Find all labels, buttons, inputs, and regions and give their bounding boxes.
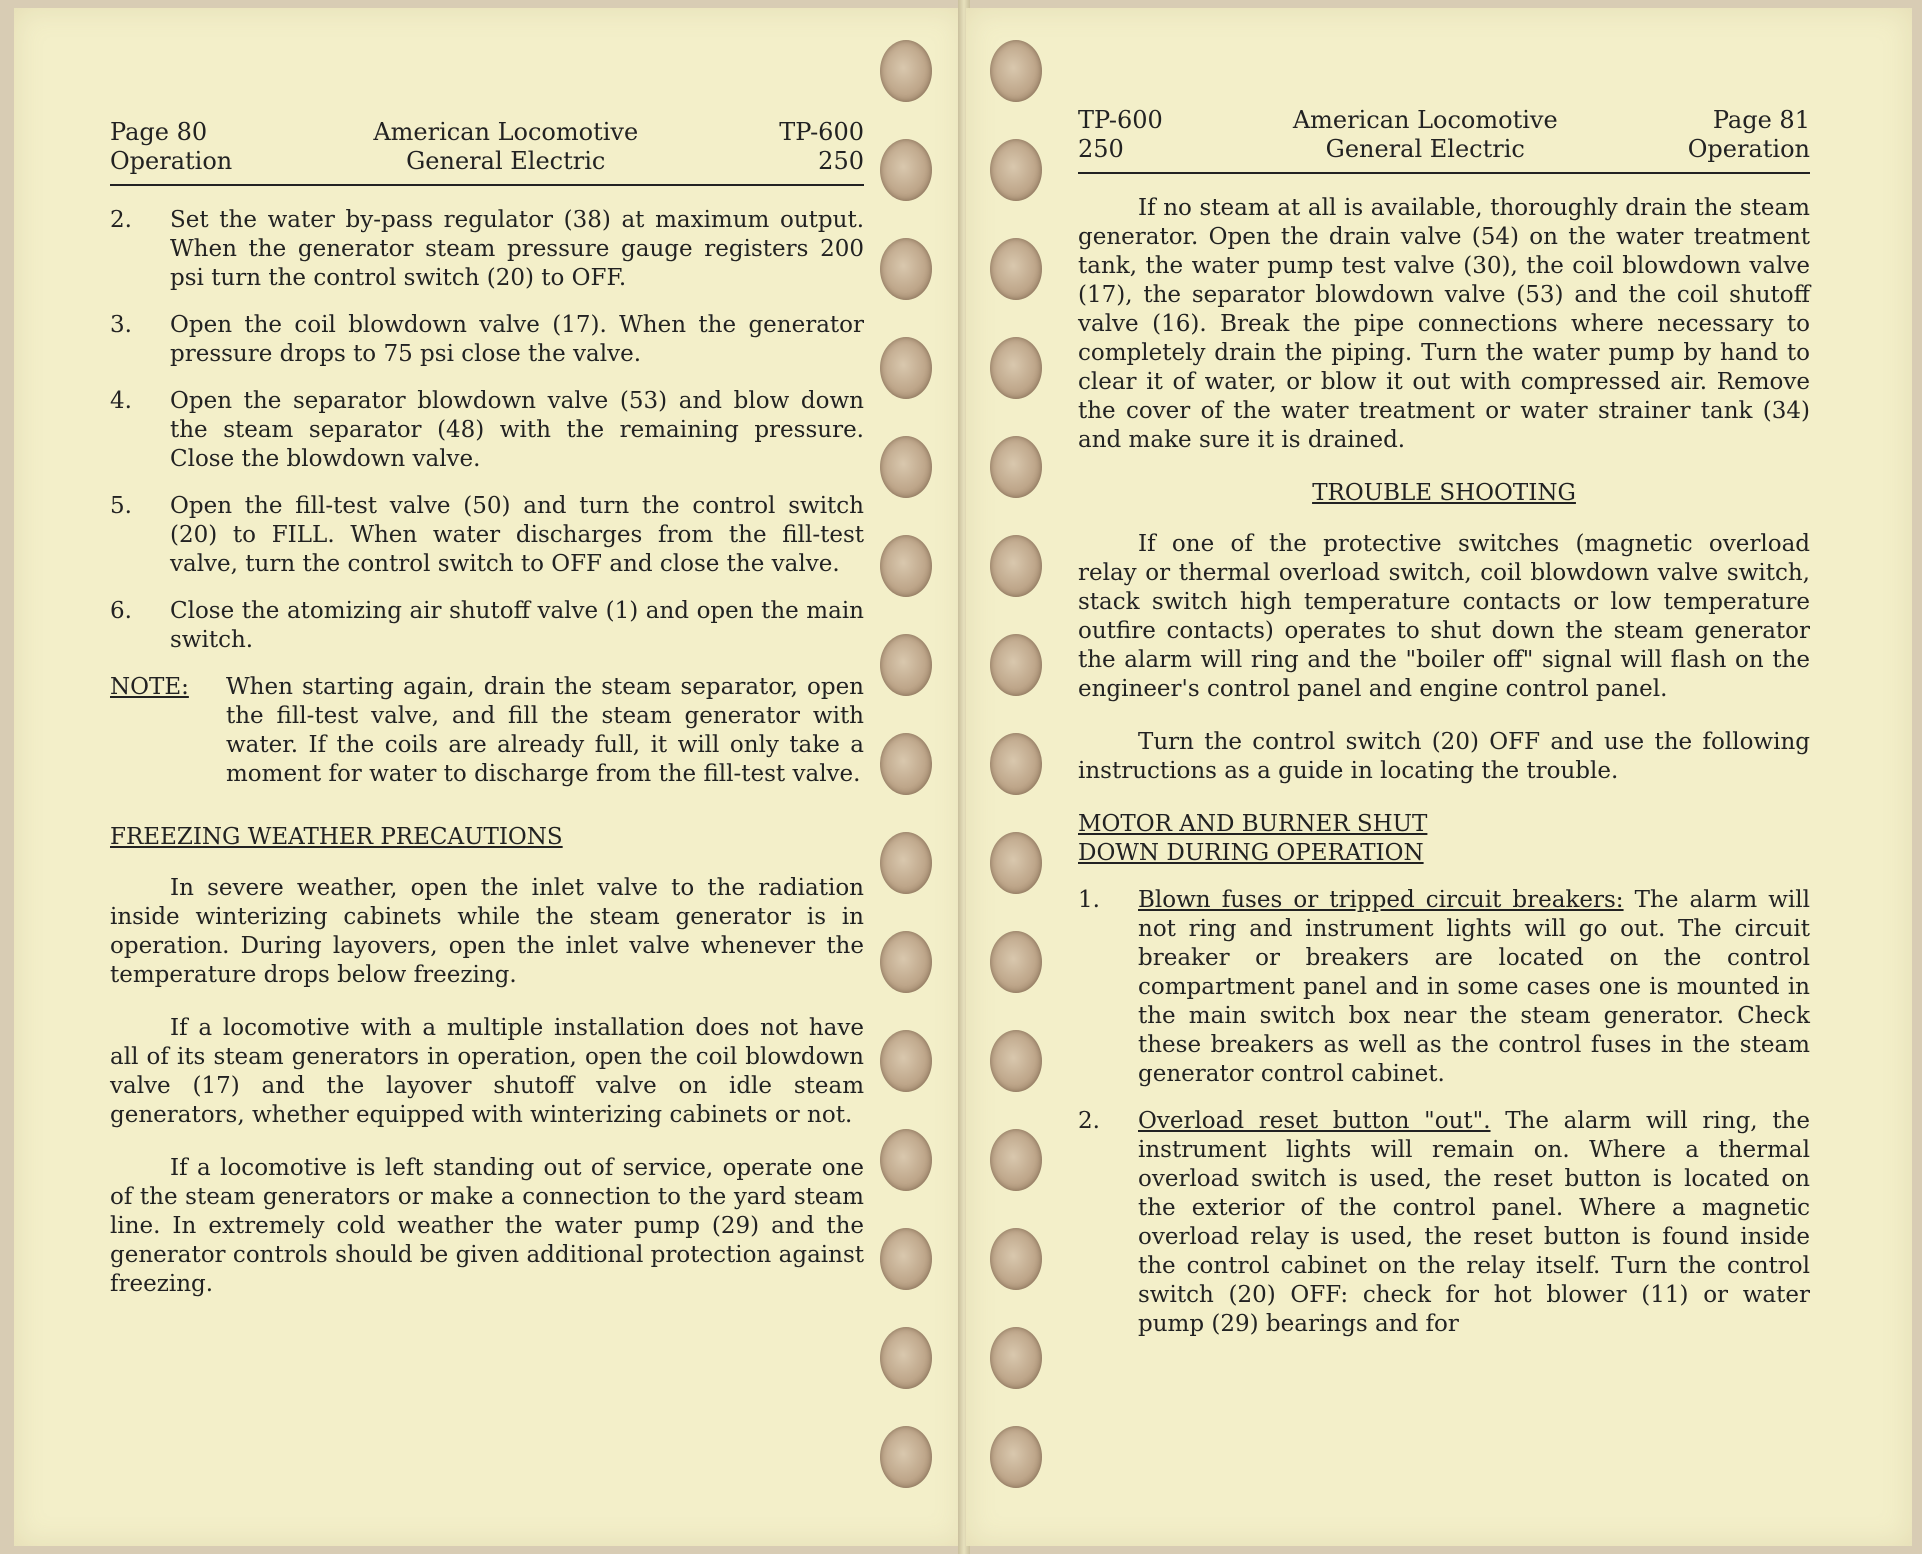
model-sub-number: 250 <box>818 147 864 175</box>
binding-hole <box>990 139 1042 201</box>
list-item <box>1078 886 1810 1089</box>
right-page-content <box>1078 106 1810 1357</box>
note-block <box>110 673 864 789</box>
item-text: Open the fill-test valve (50) and turn the control switch (20) to FILL. When water discharges from the fill-test valve, turn the control switch to OFF and close the valve. <box>170 493 864 577</box>
item-number: 5. <box>110 493 132 519</box>
item-text <box>1138 1107 1810 1339</box>
binding-hole <box>880 436 932 498</box>
binding-hole <box>880 1327 932 1389</box>
binding-hole <box>990 733 1042 795</box>
company-name-1: American Locomotive <box>373 118 639 146</box>
paragraph: If a locomotive with a multiple installation does not have all of its steam generators in operation, open the coil blowdown valve (17) and the layover shutoff valve on idle steam generators, whether equipped with winterizing cabinets or not. <box>110 1015 864 1128</box>
binding-hole <box>880 1426 932 1488</box>
item-body: The alarm will not ring and instrument lights will go out. The circuit breaker or breakers are located on the control compartment panel and in some cases one is mounted in the main switch box near the steam generator. Check these breakers as well as the control fuses in the steam generator control cabinet. <box>1138 887 1810 1087</box>
item-number: 2. <box>1078 1108 1100 1134</box>
binding-hole <box>990 1129 1042 1191</box>
paragraph: In severe weather, open the inlet valve to the radiation inside winterizing cabinets while the steam generator is in operation. During layovers, open the inlet valve whenever the temperature drops below freezing. <box>110 875 864 988</box>
item-title: Overload reset button "out". <box>1138 1108 1491 1134</box>
binding-hole <box>880 931 932 993</box>
binding-hole <box>880 832 932 894</box>
binding-hole <box>880 1030 932 1092</box>
binding-hole <box>990 436 1042 498</box>
sub-heading <box>1078 810 1810 868</box>
company-name-2: General Electric <box>406 147 606 175</box>
item-number: 6. <box>110 598 132 624</box>
item-number: 1. <box>1078 887 1100 913</box>
item-text: Set the water by-pass regulator (38) at maximum output. When the generator steam pressure gauge registers 200 psi turn the control switch (20) to OFF. <box>170 207 864 291</box>
item-title: Blown fuses or tripped circuit breakers: <box>1138 887 1624 913</box>
binding-hole <box>990 337 1042 399</box>
right-header-model <box>1078 106 1163 164</box>
list-item <box>1078 1107 1810 1339</box>
left-header-page-info <box>110 118 232 176</box>
right-page-section: Operation <box>1687 135 1810 163</box>
sub-heading-line: MOTOR AND BURNER SHUT <box>1078 811 1428 837</box>
item-text: Open the coil blowdown valve (17). When the generator pressure drops to 75 psi close the valve. <box>170 312 864 367</box>
left-page-content <box>110 118 864 1323</box>
company-name-1: American Locomotive <box>1292 106 1558 134</box>
binding-hole <box>880 337 932 399</box>
left-binding-holes <box>880 40 940 1525</box>
section-heading <box>1078 479 1810 508</box>
binding-hole <box>990 832 1042 894</box>
binding-hole <box>990 535 1042 597</box>
model-number: TP-600 <box>779 118 864 146</box>
binding-hole <box>990 1228 1042 1290</box>
model-sub-number: 250 <box>1078 135 1124 163</box>
right-page <box>966 8 1912 1546</box>
binding-hole <box>990 931 1042 993</box>
right-header-page-info <box>1688 106 1810 164</box>
company-name-2: General Electric <box>1325 135 1525 163</box>
paragraph: If no steam at all is available, thoroughly drain the steam generator. Open the drain valve (54) on the water treatment tank, the water pump test valve (30), the coil blowdown valve (17), the separator blowdown valve (53) and the coil shutoff valve (16). Break the pipe connections where necessary to completely drain the piping. Turn the water pump by hand to clear it of water, or blow it out with compressed air. Remove the cover of the water treatment or water strainer tank (34) and make sure it is drained. <box>1078 195 1810 453</box>
list-item <box>110 597 864 655</box>
binding-hole <box>990 40 1042 102</box>
right-page-header <box>1078 106 1810 174</box>
list-item <box>110 492 864 579</box>
sub-heading-line: DOWN DURING OPERATION <box>1078 840 1424 866</box>
item-text <box>1138 886 1810 1089</box>
model-number: TP-600 <box>1078 106 1163 134</box>
list-item <box>110 206 864 293</box>
binding-hole <box>880 238 932 300</box>
binding-hole <box>880 634 932 696</box>
list-item <box>110 311 864 369</box>
binding-hole <box>880 1129 932 1191</box>
section-heading: FREEZING WEATHER PRECAUTIONS <box>110 824 563 850</box>
note-label: NOTE: <box>110 674 189 700</box>
note-text: When starting again, drain the steam separator, open the fill-test valve, and fill the steam generator with water. If the coils are already full, it will only take a moment for water to discharge from the fill-test valve. <box>226 674 864 787</box>
item-text: Close the atomizing air shutoff valve (1) and open the main switch. <box>170 598 864 653</box>
left-page-header <box>110 118 864 186</box>
binding-hole <box>990 1426 1042 1488</box>
binding-hole <box>880 1228 932 1290</box>
list-item <box>110 387 864 474</box>
right-header-company <box>1293 106 1558 164</box>
item-number: 4. <box>110 388 132 414</box>
binding-hole <box>990 1030 1042 1092</box>
right-page-number: Page 81 <box>1712 106 1810 134</box>
paragraph: If one of the protective switches (magnetic overload relay or thermal overload switch, coil blowdown valve switch, stack switch high temperature contacts or low temperature outfire contacts) operates to shut down the steam generator the alarm will ring and the "boiler off" signal will flash on the engineer's control panel and engine control panel. <box>1078 531 1810 702</box>
paragraph: If a locomotive is left standing out of service, operate one of the steam generators or make a connection to the yard steam line. In extremely cold weather the water pump (29) and the generator controls should be given additional protection against freezing. <box>110 1155 864 1297</box>
binding-hole <box>880 733 932 795</box>
binding-hole <box>880 535 932 597</box>
paragraph: Turn the control switch (20) OFF and use the following instructions as a guide in locating the trouble. <box>1078 729 1810 784</box>
binding-hole <box>880 40 932 102</box>
left-page-number: Page 80 <box>110 118 208 146</box>
item-text: Open the separator blowdown valve (53) and blow down the steam separator (48) with the remaining pressure. Close the blowdown valve. <box>170 388 864 472</box>
binding-hole <box>990 634 1042 696</box>
left-page <box>14 8 964 1546</box>
item-number: 2. <box>110 207 132 233</box>
binding-hole <box>880 139 932 201</box>
item-number: 3. <box>110 312 132 338</box>
item-body: The alarm will ring, the instrument lights will remain on. Where a thermal overload switch is used, the reset button is located on the exterior of the control panel. Where a magnetic overload relay is used, the reset button is found inside the control cabinet on the relay itself. Turn the control switch (20) OFF: check for hot blower (11) or water pump (29) bearings and for <box>1138 1108 1810 1337</box>
left-page-section: Operation <box>110 147 233 175</box>
binding-hole <box>990 1327 1042 1389</box>
left-header-model <box>779 118 864 176</box>
binding-hole <box>990 238 1042 300</box>
left-header-company <box>373 118 638 176</box>
section-heading-text: TROUBLE SHOOTING <box>1312 480 1576 506</box>
right-binding-holes <box>990 40 1050 1525</box>
